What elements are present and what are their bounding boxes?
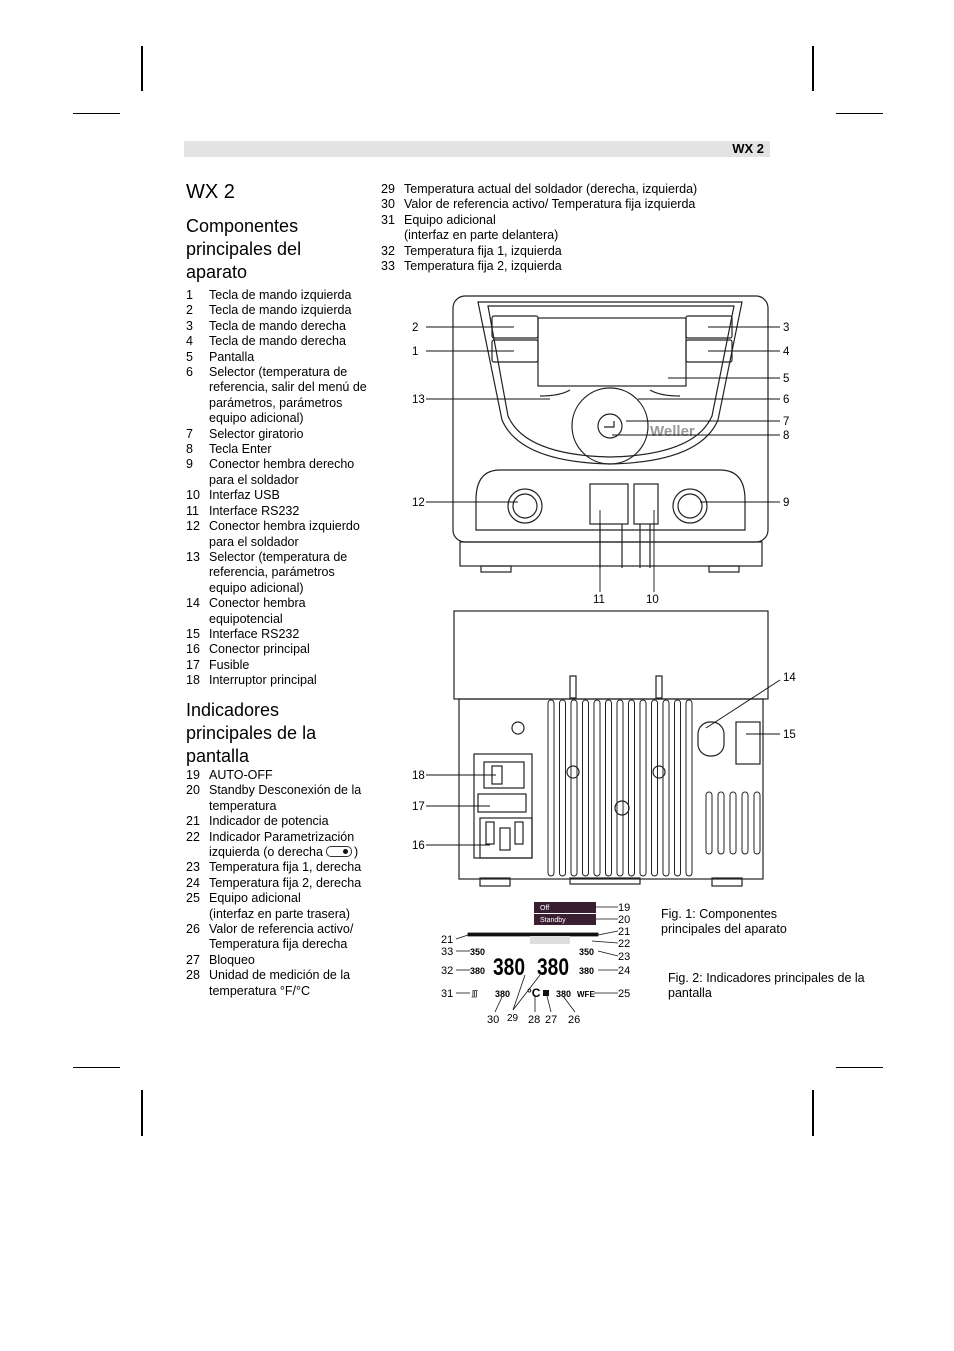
off-label: Off: [540, 905, 550, 912]
list-item: [186, 658, 382, 673]
list-item: [186, 504, 382, 519]
list-item-text: (interfaz en parte delantera): [404, 228, 559, 243]
list-item-text: Valor de referencia activo/: [209, 922, 354, 937]
callout-14: 14: [783, 672, 796, 684]
callout-27: 27: [545, 1014, 558, 1026]
list-item-text: Bloqueo: [209, 952, 255, 967]
components-list: [186, 288, 382, 689]
caption-line: principales del aparato: [661, 922, 787, 937]
list-item-text: referencia, parámetros: [209, 565, 335, 580]
list-item-number: 24: [186, 875, 200, 890]
cooling-fin: [686, 700, 692, 876]
list-item: [186, 627, 382, 642]
cooling-fin: [706, 792, 712, 854]
section-title-components: [186, 215, 366, 284]
cooling-fin: [652, 700, 658, 876]
callout-3: 3: [783, 322, 790, 334]
list-item-number: 31: [381, 212, 395, 227]
section-title-line: principales de la: [186, 723, 317, 743]
list-item: [186, 457, 382, 488]
list-item-number: 27: [186, 952, 200, 967]
section-title-line: aparato: [186, 262, 248, 282]
cooling-fin: [663, 700, 669, 876]
callout-19: 19: [618, 902, 631, 914]
list-item: [186, 288, 382, 303]
list-item-text: parámetros, parámetros: [209, 395, 343, 410]
callout-29: 29: [507, 1013, 519, 1024]
list-item-text: Conector principal: [209, 642, 310, 657]
section-title-line: Indicadores: [186, 700, 280, 720]
setpoint-right: 380: [556, 989, 572, 999]
list-item-number: 10: [186, 488, 200, 503]
cooling-fin: [560, 700, 566, 876]
cooling-fin: [629, 700, 635, 876]
caption-line: pantalla: [668, 986, 712, 1001]
callout-23: 23: [618, 951, 631, 963]
list-item-text-line: [209, 845, 382, 860]
header-bar: [184, 141, 770, 157]
list-item: [186, 319, 382, 334]
list-item-text: Conector hembra derecho: [209, 457, 355, 472]
list-item: [186, 365, 382, 427]
callout-18: 18: [412, 770, 425, 782]
list-item-text: Temperatura fija 1, izquierda: [404, 243, 562, 258]
cooling-fin: [583, 700, 589, 876]
display-indicators-list-continued: [381, 182, 761, 274]
callout-9: 9: [783, 497, 790, 509]
list-item-number: 29: [381, 182, 395, 196]
list-item-number: 6: [186, 365, 193, 380]
list-item-text: Fusible: [209, 657, 250, 672]
list-item-text: Tecla de mando izquierda: [209, 288, 352, 302]
list-item-text: Valor de referencia activo/ Temperatura fija izquierda: [404, 197, 696, 212]
list-item-text: Indicador Parametrización: [209, 829, 355, 844]
callout-17: 17: [412, 801, 425, 813]
cooling-fin: [548, 700, 554, 876]
list-item: [186, 968, 382, 999]
list-item: [186, 488, 382, 503]
list-item-text: para el soldador: [209, 534, 299, 549]
list-item-text: Temperatura fija 2, izquierda: [404, 259, 562, 274]
caption-line: Fig. 2: Indicadores principales de la: [668, 971, 865, 985]
callout-4: 4: [783, 346, 790, 358]
list-item-number: 1: [186, 288, 193, 302]
crop-mark: [141, 1090, 143, 1136]
list-item-number: 12: [186, 519, 200, 534]
list-item: [186, 953, 382, 968]
list-item-text: ): [353, 845, 359, 860]
list-item-text: Indicador de potencia: [209, 814, 329, 829]
caption-line: Fig. 1: Componentes: [661, 907, 778, 921]
list-item: [381, 197, 761, 212]
list-item-text: temperatura: [209, 798, 277, 813]
list-item-text: Selector (temperatura de: [209, 365, 348, 380]
list-item-number: 25: [186, 891, 200, 906]
list-item-number: 4: [186, 334, 193, 349]
list-item: [186, 642, 382, 657]
callout-6: 6: [783, 394, 790, 406]
list-item-number: 33: [381, 259, 395, 274]
list-item: [186, 830, 382, 861]
cooling-fin: [754, 792, 760, 854]
figure2-caption: [668, 971, 865, 1002]
callout-2: 2: [412, 322, 419, 334]
list-item: [186, 860, 382, 875]
list-item-number: 3: [186, 318, 193, 333]
list-item-number: 20: [186, 783, 200, 798]
callout-21: 21: [618, 926, 631, 938]
cooling-fin: [730, 792, 736, 854]
fixed-temp-right-1: 350: [579, 947, 595, 957]
fixed-temp-left-1: 350: [470, 947, 486, 957]
callout-13: 13: [412, 394, 425, 406]
list-item-text: Selector (temperatura de: [209, 549, 348, 564]
standby-label: Standby: [540, 917, 566, 924]
list-item-text: Interfaz USB: [209, 488, 280, 503]
setpoint-left: 380: [495, 989, 511, 999]
list-item-text: Tecla Enter: [209, 442, 272, 457]
page-title: WX 2: [186, 181, 235, 203]
callout-25: 25: [618, 988, 631, 1000]
lock-icon: [543, 990, 549, 996]
cooling-fin: [742, 792, 748, 854]
list-item-text: equipo adicional): [209, 411, 304, 426]
list-item-text: Interface RS232: [209, 503, 300, 518]
list-item: [186, 673, 382, 688]
list-item-number: 28: [186, 968, 200, 983]
wfe-label: WFE: [577, 990, 595, 999]
list-item-number: 30: [381, 197, 395, 212]
list-item-number: 7: [186, 426, 193, 441]
display-indicators-list: [186, 768, 382, 999]
list-item-number: 32: [381, 243, 395, 258]
callout-12: 12: [412, 497, 425, 509]
fixed-temp-right-2: 380: [579, 966, 595, 976]
crop-mark: [141, 46, 143, 91]
callout-31: 31: [441, 988, 454, 1000]
callout-22: 22: [618, 938, 631, 950]
list-item-text: Temperatura actual del soldador (derecha, izquierda): [404, 182, 698, 196]
list-item: [186, 596, 382, 627]
list-item-number: 13: [186, 549, 200, 564]
list-item-text: temperatura °F/°C: [209, 983, 311, 998]
list-item-text: Interface RS232: [209, 626, 300, 641]
callout-16: 16: [412, 840, 425, 852]
callout-24: 24: [618, 965, 631, 977]
list-item: [186, 334, 382, 349]
list-item-number: 26: [186, 922, 200, 937]
list-item: [186, 350, 382, 365]
figure1-caption: [661, 907, 787, 938]
callout-15: 15: [783, 729, 796, 741]
list-item: [381, 213, 761, 244]
list-item-text: para el soldador: [209, 472, 299, 487]
crop-mark: [836, 113, 883, 114]
list-item: [186, 783, 382, 814]
list-item-text: Unidad de medición de la: [209, 968, 351, 983]
actual-temp-right: 380: [537, 952, 570, 981]
cooling-fin: [675, 700, 681, 876]
callout-21-left: 21: [441, 934, 454, 946]
callout-1: 1: [412, 346, 419, 358]
list-item-text: Selector giratorio: [209, 426, 304, 441]
section-title-display: [186, 699, 366, 768]
list-item: [186, 550, 382, 596]
callout-32: 32: [441, 965, 454, 977]
callout-10: 10: [646, 594, 659, 606]
list-item-text: referencia, salir del menú de: [209, 380, 367, 395]
crop-mark: [812, 46, 814, 91]
list-item-number: 19: [186, 768, 200, 782]
callout-33: 33: [441, 946, 454, 958]
list-item-number: 14: [186, 596, 200, 611]
crop-mark: [73, 113, 120, 114]
callout-5: 5: [783, 373, 790, 385]
list-item-text: Pantalla: [209, 349, 255, 364]
list-item-number: 23: [186, 860, 200, 875]
list-item-number: 11: [186, 503, 199, 518]
list-item-text: Tecla de mando izquierda: [209, 303, 352, 318]
list-item-number: 5: [186, 349, 193, 364]
crop-mark: [836, 1067, 883, 1068]
list-item-text: Temperatura fija derecha: [209, 937, 348, 952]
cooling-fin: [640, 700, 646, 876]
list-item: [186, 427, 382, 442]
list-item-text: Temperatura fija 2, derecha: [209, 875, 362, 890]
list-item-number: 17: [186, 657, 200, 672]
section-title-line: principales del: [186, 239, 302, 259]
list-item-number: 9: [186, 457, 193, 472]
list-item-text: AUTO-OFF: [209, 768, 273, 782]
callout-7: 7: [783, 416, 790, 428]
display-figure: [430, 895, 650, 1030]
list-item-text: Conector hembra: [209, 596, 306, 611]
external-device-icon: ʃʃʃ: [472, 989, 478, 998]
unit-label: °C: [527, 986, 541, 1000]
section-title-line: Componentes: [186, 216, 299, 236]
list-item-number: 2: [186, 303, 193, 318]
actual-temp-left: 380: [493, 952, 526, 981]
header-title: WX 2: [732, 141, 764, 156]
list-item-text: equipotencial: [209, 611, 283, 626]
cooling-fin: [571, 700, 577, 876]
list-item-text: (interfaz en parte trasera): [209, 906, 351, 921]
list-item-number: 16: [186, 642, 200, 657]
list-item-text: Standby Desconexión de la: [209, 783, 362, 798]
brand-logo: Weller: [650, 423, 695, 440]
fixed-temp-left-2: 380: [470, 966, 486, 976]
callout-26: 26: [568, 1014, 581, 1026]
list-item-number: 21: [186, 814, 200, 829]
callout-30: 30: [487, 1014, 500, 1026]
list-item: [186, 891, 382, 922]
callout-28: 28: [528, 1014, 541, 1026]
list-item-number: 22: [186, 829, 200, 844]
list-item: [186, 519, 382, 550]
list-item-text: Equipo adicional: [404, 212, 496, 227]
list-item-text: equipo adicional): [209, 580, 304, 595]
list-item: [186, 768, 382, 783]
callout-20: 20: [618, 914, 631, 926]
cooling-fin: [606, 700, 612, 876]
cooling-fin: [594, 700, 600, 876]
toggle-icon: [326, 846, 352, 857]
list-item: [186, 442, 382, 457]
list-item: [381, 259, 761, 274]
crop-mark: [73, 1067, 120, 1068]
cooling-fin: [718, 792, 724, 854]
list-item: [381, 244, 761, 259]
list-item: [186, 303, 382, 318]
list-item-text: Tecla de mando derecha: [209, 334, 346, 349]
list-item-text: Tecla de mando derecha: [209, 318, 346, 333]
callout-11: 11: [593, 594, 605, 606]
list-item: [186, 922, 382, 953]
list-item-number: 15: [186, 626, 200, 641]
section-title-line: pantalla: [186, 746, 250, 766]
crop-mark: [812, 1090, 814, 1136]
list-item-number: 18: [186, 673, 200, 688]
list-item-text: Conector hembra izquierdo: [209, 519, 360, 534]
power-bar: [468, 933, 598, 936]
callout-8: 8: [783, 430, 790, 442]
cooling-fin: [617, 700, 623, 876]
list-item: [381, 182, 761, 197]
list-item-text: Interruptor principal: [209, 673, 317, 688]
device-figure: [400, 290, 810, 900]
list-item-text: Equipo adicional: [209, 891, 301, 906]
list-item-text: izquierda (o derecha: [209, 845, 323, 860]
list-item-number: 8: [186, 442, 193, 457]
list-item: [186, 814, 382, 829]
list-item-text: Temperatura fija 1, derecha: [209, 860, 362, 875]
list-item: [186, 876, 382, 891]
